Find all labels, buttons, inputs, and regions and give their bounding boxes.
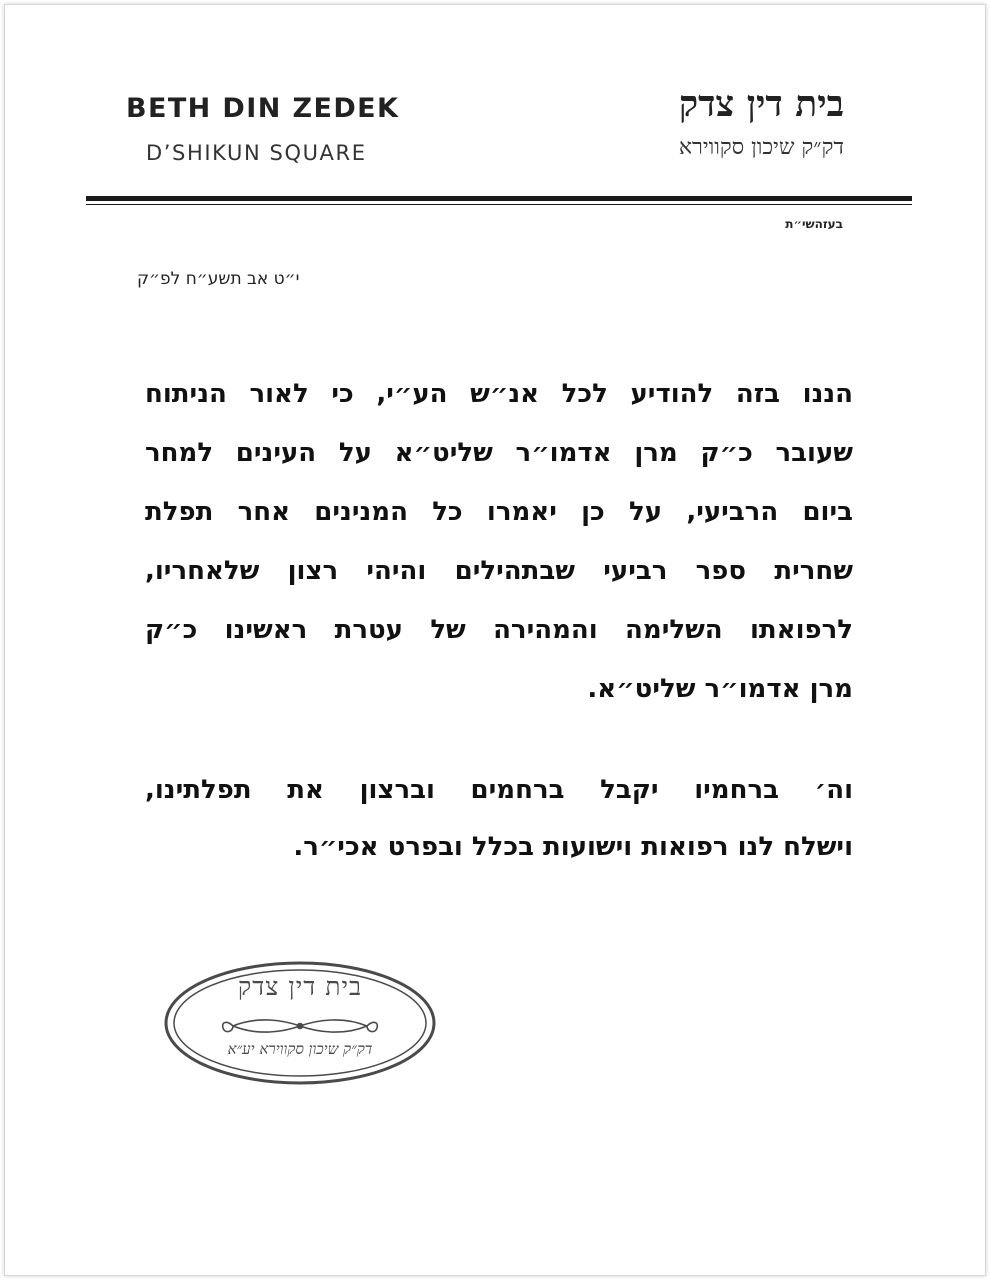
paragraph-line: שעובר כ״ק מרן אדמו״ר שליט״א על העינים למחר <box>145 438 853 468</box>
letter-date: י״ט אב תשע״ח לפ״ק <box>137 269 300 289</box>
paragraph-line: וה׳ ברחמיו יקבל ברחמים וברצון את תפלתינו, <box>145 775 853 805</box>
paragraph-line: הננו בזה להודיע לכל אנ״ש הע״י, כי לאור הניתוח <box>145 379 853 409</box>
stamp-subtitle: דק״ק שיכון סקווירא יע״א <box>227 1040 373 1058</box>
letterhead-rule-thick <box>86 196 912 201</box>
paragraph-line: מרן אדמו״ר שליט״א. <box>587 674 853 704</box>
stamp-flourish-icon <box>223 1020 378 1032</box>
letterhead-english-name: BETH DIN ZEDEK <box>126 93 400 124</box>
paragraph-2 <box>145 762 853 876</box>
court-stamp <box>163 960 437 1086</box>
letterhead-english-subtitle: D’SHIKUN SQUARE <box>146 141 367 165</box>
letterhead-hebrew-name: בית דין צדק <box>678 83 844 125</box>
stamp-title: בית דין צדק <box>237 972 363 1001</box>
paragraph-line: שחרית ספר רביעי שבתהילים והיהי רצון שלאחריו, <box>145 556 853 586</box>
header-mark: בעזהשי״ת <box>785 217 843 231</box>
letter-page <box>4 4 986 1276</box>
letterhead-rule-thin <box>86 204 912 205</box>
paragraph-line: לרפואתו השלימה והמהירה של עטרת ראשינו כ״ק <box>145 615 853 645</box>
letterhead-hebrew-subtitle: דק״ק שיכון סקווירא <box>678 135 844 160</box>
paragraph-line: ביום הרביעי, על כן יאמרו כל המנינים אחר תפלת <box>145 497 853 527</box>
paragraph-1 <box>145 365 853 719</box>
paragraph-line: וישלח לנו רפואות וישועות בכלל ובפרט אכי״ר. <box>293 832 853 862</box>
